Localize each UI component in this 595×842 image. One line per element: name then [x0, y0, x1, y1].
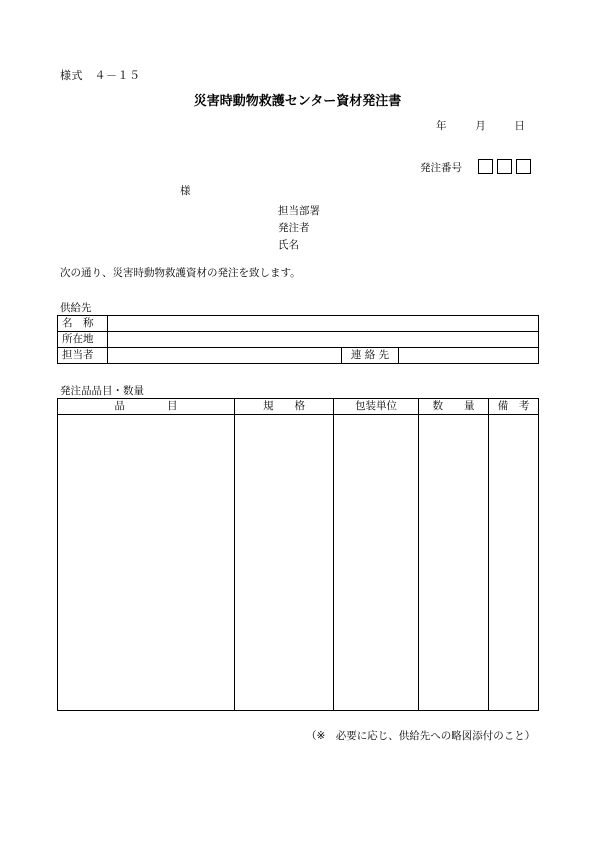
items-quantity-field[interactable] [419, 415, 489, 711]
items-remarks-field[interactable] [489, 415, 539, 711]
order-number-box[interactable] [478, 159, 493, 174]
supplier-contact-field[interactable] [399, 348, 539, 364]
supplier-row-address [58, 332, 539, 348]
items-heading: 発注品品目・数量 [60, 385, 144, 397]
supplier-heading: 供給先 [60, 302, 92, 314]
page-title: 災害時動物救護センター資材発注書 [193, 94, 402, 109]
supplier-person-field[interactable] [108, 348, 342, 364]
items-col-spec: 規 格 [235, 399, 334, 415]
date-year-label: 年 [436, 120, 447, 132]
recipient-suffix: 様 [180, 185, 191, 197]
issuer-block [278, 203, 320, 254]
date-month-label: 月 [475, 120, 486, 132]
items-body-row [58, 415, 539, 711]
date-day-label: 日 [514, 120, 525, 132]
items-col-quantity: 数 量 [419, 399, 489, 415]
issuer-department-label: 担当部署 [278, 205, 320, 217]
items-item-field[interactable] [58, 415, 235, 711]
form-number: 様式 ４－１５ [60, 69, 141, 82]
items-col-package-unit: 包装単位 [334, 399, 419, 415]
order-number-label: 発注番号 [420, 162, 462, 174]
supplier-name-label: 名 称 [58, 316, 108, 332]
order-number-box[interactable] [516, 159, 531, 174]
items-header-row [58, 399, 539, 415]
supplier-row-name [58, 316, 539, 332]
items-package-unit-field[interactable] [334, 415, 419, 711]
issuer-orderer-label: 発注者 [278, 222, 310, 234]
supplier-address-field[interactable] [108, 332, 539, 348]
supplier-address-label: 所在地 [58, 332, 108, 348]
items-col-remarks: 備 考 [489, 399, 539, 415]
items-spec-field[interactable] [235, 415, 334, 711]
order-number-boxes [478, 159, 531, 174]
supplier-name-field[interactable] [108, 316, 539, 332]
date-line [436, 121, 525, 132]
issuer-name-label: 氏名 [278, 239, 299, 251]
supplier-table [57, 315, 539, 364]
items-table [57, 398, 539, 711]
supplier-person-label: 担当者 [58, 348, 108, 364]
footnote: （※ 必要に応じ、供給先への略図添付のこと） [306, 730, 536, 742]
supplier-row-person [58, 348, 539, 364]
order-number-box[interactable] [497, 159, 512, 174]
items-col-item: 品 目 [58, 399, 235, 415]
intro-text: 次の通り、災害時動物救護資材の発注を致します。 [60, 267, 301, 279]
supplier-contact-label: 連 絡 先 [342, 348, 399, 364]
